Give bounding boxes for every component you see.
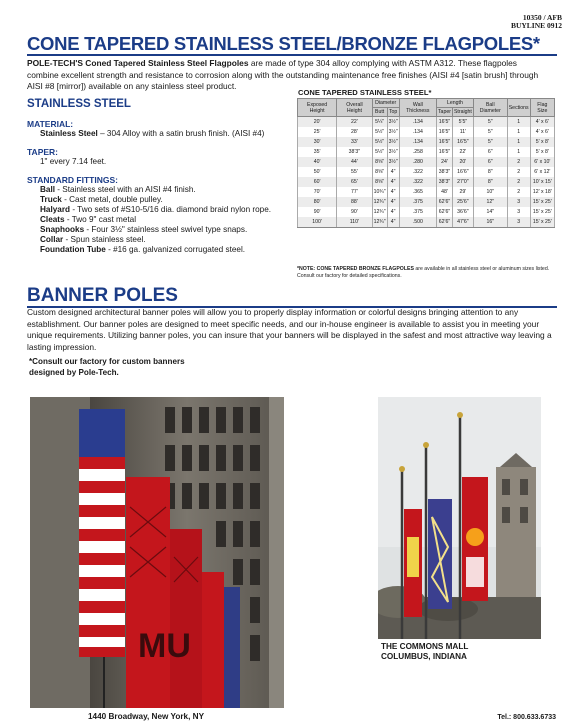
table-cell: 16": [473, 217, 507, 227]
table-cell: .500: [399, 217, 436, 227]
table-cell: 110': [337, 217, 372, 227]
broadway-photo: [30, 397, 284, 708]
svg-text:MU: MU: [138, 627, 191, 665]
table-cell: 15' x 25': [530, 207, 554, 217]
table-cell: 4' x 6': [530, 127, 554, 137]
table-cell: 3: [507, 197, 530, 207]
table-cell: 6' x 12': [530, 167, 554, 177]
table-cell: 28': [337, 127, 372, 137]
table-cell: 30': [298, 137, 337, 147]
table-cell: 12¾": [372, 217, 387, 227]
table-cell: 4": [387, 207, 399, 217]
table-cell: 38'3": [436, 177, 452, 187]
table-row: [298, 117, 555, 127]
table-cell: 48': [436, 187, 452, 197]
table-cell: 8⅝": [372, 167, 387, 177]
table-row: [298, 197, 555, 207]
table-cell: 38'3": [337, 147, 372, 157]
spec-table-title: CONE TAPERED STAINLESS STEEL*: [298, 88, 432, 97]
table-cell: 4": [387, 217, 399, 227]
material-line: [40, 129, 264, 138]
table-cell: 12¾": [372, 197, 387, 207]
table-cell: 3½": [387, 137, 399, 147]
table-cell: 2: [507, 187, 530, 197]
table-cell: 8⅝": [372, 177, 387, 187]
table-cell: 80': [298, 197, 337, 207]
table-cell: 90': [337, 207, 372, 217]
table-cell: .134: [399, 117, 436, 127]
consult-line-2: designed by Pole-Tech.: [29, 368, 119, 377]
table-cell: 6": [473, 157, 507, 167]
consult-line-1: *Consult our factory for custom banners: [29, 357, 185, 366]
table-cell: 38'3": [436, 167, 452, 177]
american-flag: [79, 409, 125, 657]
table-cell: .322: [399, 167, 436, 177]
table-note-bold: *NOTE: CONE TAPERED BRONZE FLAGPOLES: [297, 266, 414, 272]
intro-rest: are made of type 304 alloy complying with ASTM A312. These flagpoles combine excellent strength and resistance to corrosion along with the outstanding maintenance free finishes (AISI #4 [satin brush] through AISI #8 [mirror]) available on any stainless steel product.: [27, 58, 539, 91]
fittings-heading: STANDARD FITTINGS:: [27, 175, 118, 185]
clock-tower: [496, 453, 536, 617]
table-cell: 12¾": [372, 207, 387, 217]
table-cell: 1: [507, 127, 530, 137]
table-cell: 16'5": [436, 117, 452, 127]
table-cell: 3½": [387, 157, 399, 167]
table-cell: 70': [298, 187, 337, 197]
col-sections: Sections: [507, 99, 530, 117]
table-row: [298, 127, 555, 137]
table-cell: 3½": [387, 127, 399, 137]
table-cell: 25'6": [452, 197, 473, 207]
col-flag-size: Flag Size: [530, 99, 554, 117]
table-cell: .258: [399, 147, 436, 157]
table-note-rest: are available in all stainless steel or aluminum sizes listed. Consult our factory for detailed specifications.: [297, 266, 550, 279]
table-cell: 62'6": [436, 197, 452, 207]
title-divider: [27, 54, 557, 56]
table-cell: 1: [507, 117, 530, 127]
table-cell: 24': [436, 157, 452, 167]
table-note: [297, 266, 559, 279]
commons-caption-line-2: COLUMBUS, INDIANA: [381, 652, 467, 661]
table-cell: 6": [473, 147, 507, 157]
table-cell: 25': [298, 127, 337, 137]
col-taper: Taper: [437, 109, 451, 115]
table-cell: 65': [337, 177, 372, 187]
col-wall-thickness: Wall Thickness: [399, 99, 436, 117]
table-row: [298, 137, 555, 147]
col-straight: Straight: [453, 109, 472, 115]
page-title: CONE TAPERED STAINLESS STEEL/BRONZE FLAGPOLES*: [27, 33, 540, 54]
table-cell: .134: [399, 127, 436, 137]
table-cell: 4": [387, 187, 399, 197]
table-cell: 8⅝": [372, 157, 387, 167]
col-overall-height: Overall Height: [337, 99, 372, 117]
table-cell: 6' x 10': [530, 157, 554, 167]
table-cell: .322: [399, 177, 436, 187]
intro-lead: POLE-TECH'S Coned Tapered Stainless Steel Flagpoles: [27, 58, 249, 68]
table-cell: 20': [452, 157, 473, 167]
page-code-line-1: 10350 / AFB: [522, 13, 562, 22]
table-cell: 3: [507, 217, 530, 227]
broadway-caption: 1440 Broadway, New York, NY: [88, 712, 205, 721]
table-cell: 77': [337, 187, 372, 197]
table-cell: 4": [387, 167, 399, 177]
col-length: Length: [436, 99, 473, 108]
table-cell: 16'5": [436, 147, 452, 157]
table-row: [298, 187, 555, 197]
spec-table: [297, 98, 555, 228]
table-cell: 44': [337, 157, 372, 167]
table-cell: 2: [507, 157, 530, 167]
table-cell: 10": [473, 187, 507, 197]
table-cell: 1: [507, 147, 530, 157]
table-cell: 5' x 8': [530, 137, 554, 147]
table-row: [298, 207, 555, 217]
table-cell: 5'5": [452, 117, 473, 127]
table-cell: 2: [507, 177, 530, 187]
table-row: [298, 147, 555, 157]
telephone: Tel.: 800.633.6733: [497, 714, 556, 721]
banner-poles-heading: BANNER POLES: [27, 285, 178, 306]
table-cell: 15' x 25': [530, 217, 554, 227]
fitting-item: Foundation Tube - #16 ga. galvanized corrugated steel.: [40, 245, 246, 254]
table-cell: .375: [399, 197, 436, 207]
table-cell: 90': [298, 207, 337, 217]
table-cell: 4": [387, 197, 399, 207]
table-cell: 10¾": [372, 187, 387, 197]
taper-text: 1" every 7.14 feet.: [40, 157, 107, 166]
table-cell: 3: [507, 207, 530, 217]
page-code: [511, 14, 562, 30]
material-label: Stainless Steel: [40, 129, 98, 138]
table-cell: 1: [507, 137, 530, 147]
material-heading: MATERIAL:: [27, 119, 74, 129]
table-cell: 100': [298, 217, 337, 227]
col-exposed-height: Exposed Height: [298, 99, 337, 117]
spec-table-body: [298, 117, 555, 228]
table-cell: 60': [298, 177, 337, 187]
intro-paragraph: [27, 58, 547, 93]
table-cell: 5¼": [372, 117, 387, 127]
table-cell: 4": [387, 177, 399, 187]
table-cell: .134: [399, 137, 436, 147]
table-cell: 5": [473, 137, 507, 147]
fitting-item: Halyard - Two sets of #S10-5/16 dia. diamond braid nylon rope.: [40, 205, 272, 214]
table-cell: 3½": [387, 117, 399, 127]
table-cell: 35': [298, 147, 337, 157]
commons-mall-photo: [378, 397, 541, 639]
table-cell: 12' x 18': [530, 187, 554, 197]
taper-heading: TAPER:: [27, 147, 59, 157]
table-cell: 16'5": [436, 137, 452, 147]
col-top: Top: [388, 109, 398, 115]
table-cell: 5' x 8': [530, 147, 554, 157]
table-cell: 33': [337, 137, 372, 147]
table-cell: 40': [298, 157, 337, 167]
table-cell: 14": [473, 207, 507, 217]
table-row: [298, 157, 555, 167]
table-cell: 3½": [387, 147, 399, 157]
col-diameter: Diameter: [372, 99, 399, 108]
table-row: [298, 167, 555, 177]
table-cell: 8": [473, 167, 507, 177]
table-cell: 62'6": [436, 217, 452, 227]
table-cell: 10' x 15': [530, 177, 554, 187]
table-cell: 50': [298, 167, 337, 177]
fitting-item: Snaphooks - Four 3½" stainless steel swivel type snaps.: [40, 225, 248, 234]
table-cell: 20': [298, 117, 337, 127]
table-cell: 5½": [372, 137, 387, 147]
fitting-item: Collar - Spun stainless steel.: [40, 235, 146, 244]
table-cell: 2: [507, 167, 530, 177]
table-cell: 15' x 25': [530, 197, 554, 207]
material-text: – 304 Alloy with a satin brush finish. (AISI #4): [97, 129, 265, 138]
table-cell: .365: [399, 187, 436, 197]
table-cell: 27'0": [452, 177, 473, 187]
table-cell: 16'6": [452, 167, 473, 177]
fitting-item: Ball - Stainless steel with an AISI #4 finish.: [40, 185, 196, 194]
table-cell: 55': [337, 167, 372, 177]
commons-caption-line-1: THE COMMONS MALL: [381, 642, 469, 651]
table-cell: 22': [452, 147, 473, 157]
table-cell: 5½": [372, 147, 387, 157]
table-cell: 11': [452, 127, 473, 137]
table-cell: 36'6": [452, 207, 473, 217]
table-cell: .375: [399, 207, 436, 217]
banner-paragraph: Custom designed architectural banner poles will allow you to properly display information or colorful designs bringing attention to any establishment. Our banner poles are designed to meet specific needs, and our in-house engineer is available to assist you in meeting your unique requirements. Utilizing banner poles, you can insure that your banners will be displayed in the safest and most attractive way leaving a lasting impression.: [27, 307, 552, 352]
table-cell: 22': [337, 117, 372, 127]
page-code-line-2: BUYLINE 0912: [510, 21, 562, 30]
table-cell: 8": [473, 177, 507, 187]
fitting-item: Truck - Cast metal, double pulley.: [40, 195, 163, 204]
table-cell: 5": [473, 127, 507, 137]
table-cell: 47'6": [452, 217, 473, 227]
table-row: [298, 177, 555, 187]
table-cell: .280: [399, 157, 436, 167]
col-butt: Butt: [372, 108, 387, 117]
table-cell: 16'5": [452, 137, 473, 147]
table-cell: 29': [452, 187, 473, 197]
consult-note: [29, 356, 185, 378]
table-cell: 5½": [372, 127, 387, 137]
col-ball-diameter: Ball Diameter: [473, 99, 507, 117]
table-cell: 88': [337, 197, 372, 207]
table-cell: 16'5": [436, 127, 452, 137]
table-cell: 5": [473, 117, 507, 127]
commons-mall-caption: [381, 642, 468, 662]
table-cell: 12": [473, 197, 507, 207]
stainless-steel-heading: STAINLESS STEEL: [27, 98, 131, 110]
table-cell: 62'6": [436, 207, 452, 217]
table-cell: 4' x 6': [530, 117, 554, 127]
table-row: [298, 217, 555, 227]
fitting-item: Cleats - Two 9" cast metal: [40, 215, 137, 224]
